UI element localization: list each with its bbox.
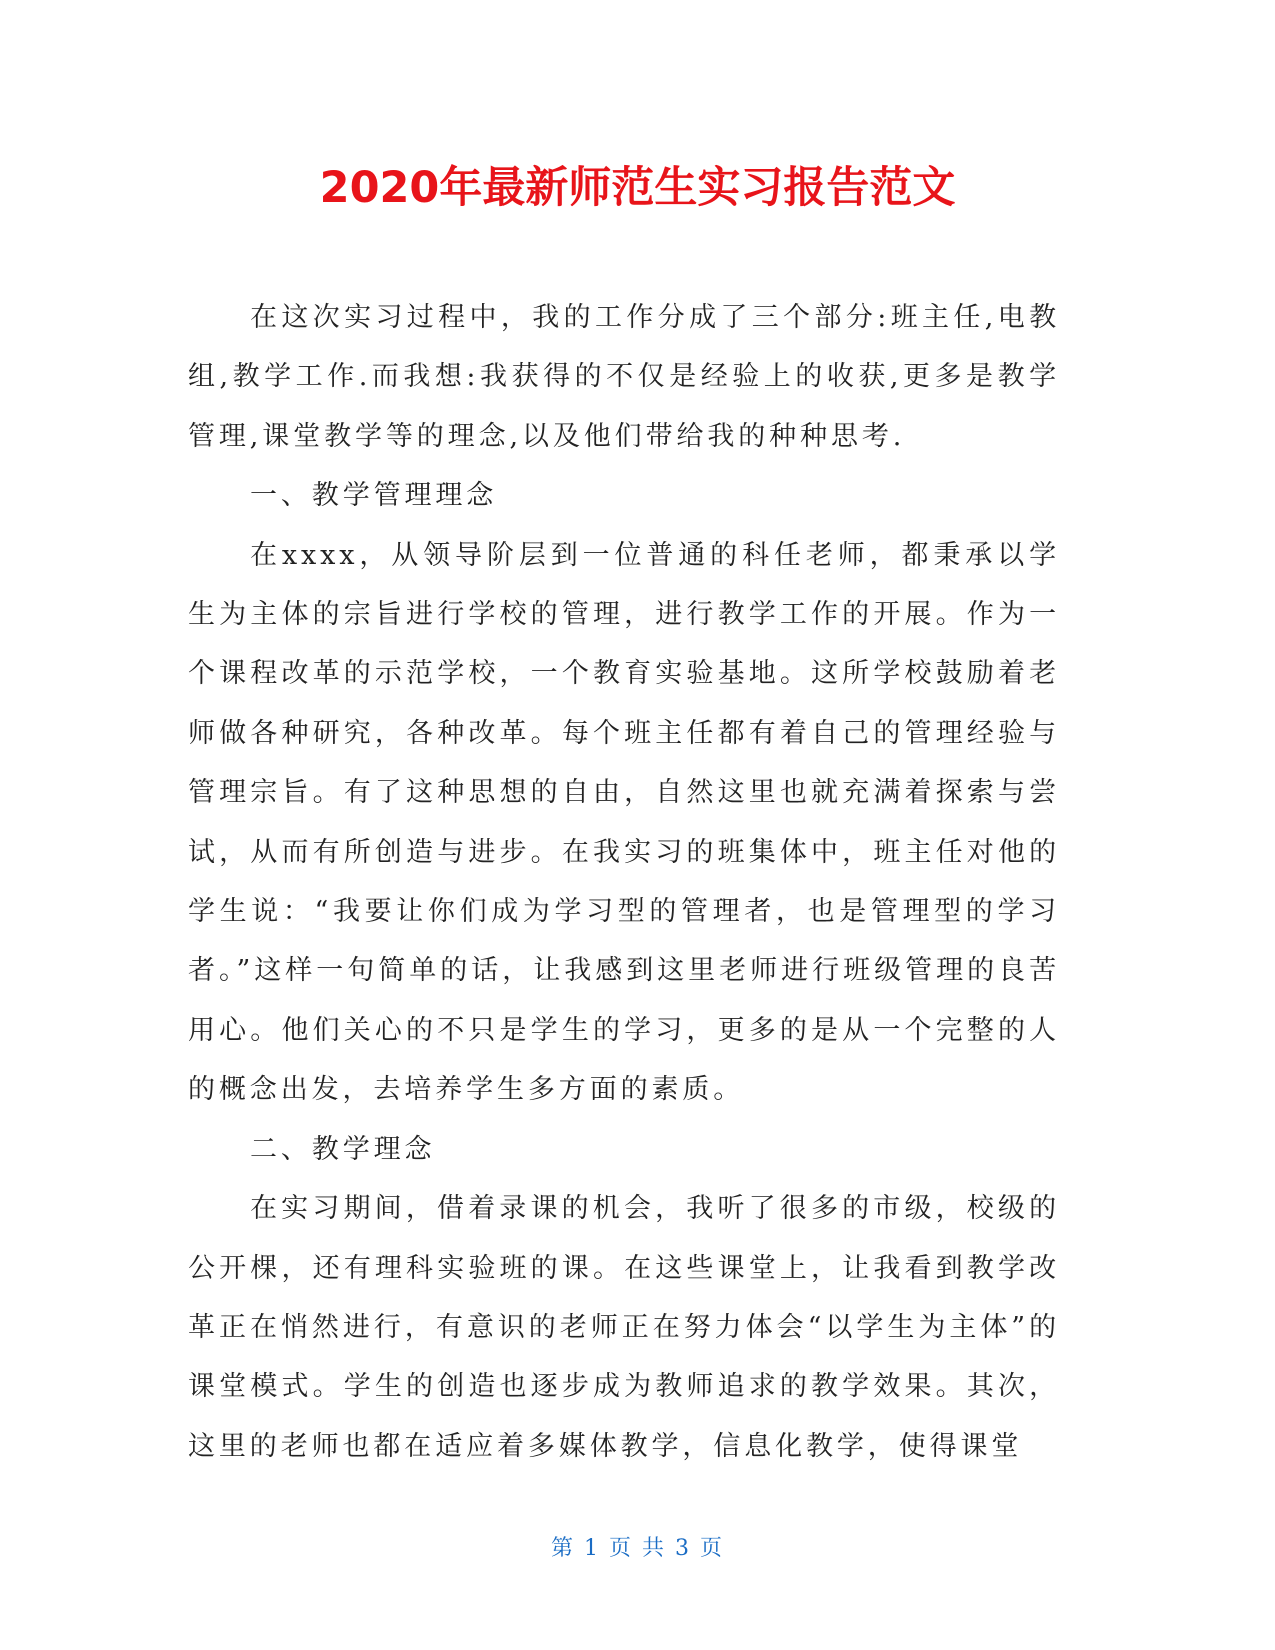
document-body xyxy=(188,288,1060,1476)
document-title: 2020年最新师范生实习报告范文 xyxy=(319,163,956,213)
page-number-label: 第 1 页 共 3 页 xyxy=(551,1536,724,1561)
page-footer xyxy=(0,1534,1275,1564)
section-heading-teaching: 二、教学理念 xyxy=(250,1133,436,1165)
paragraph-management: 在xxxx，从领导阶层到一位普通的科任老师，都秉承以学生为主体的宗旨进行学校的管理，进行教学工作的开展。作为一个课程改革的示范学校，一个教育实验基地。这所学校鼓励着老师做各种研究，各种改革。每个班主任都有着自己的管理经验与管理宗旨。有了这种思想的自由，自然这里也就充满着探索与尝试，从而有所创造与进步。在我实习的班集体中，班主任对他的学生说：“我要让你们成为学习型的管理者，也是管理型的学习者。”这样一句简单的话，让我感到这里老师进行班级管理的良苦用心。他们关心的不只是学生的学习，更多的是从一个完整的人的概念出发，去培养学生多方面的素质。 xyxy=(188,539,1060,1106)
paragraph-intro: 在这次实习过程中，我的工作分成了三个部分:班主任,电教组,教学工作.而我想:我获得的不仅是经验上的收获,更多是教学管理,课堂教学等的理念,以及他们带给我的种种思考. xyxy=(188,302,1060,452)
section-heading-management: 一、教学管理理念 xyxy=(250,480,498,512)
paragraph-teaching: 在实习期间，借着录课的机会，我听了很多的市级，校级的公开棵，还有理科实验班的课。在这些课堂上，让我看到教学改革正在悄然进行，有意识的老师正在努力体会“以学生为主体”的课堂模式。学生的创造也逐步成为教师追求的教学效果。其次，这里的老师也都在适应着多媒体教学，信息化教学，使得课堂 xyxy=(188,1193,1060,1462)
